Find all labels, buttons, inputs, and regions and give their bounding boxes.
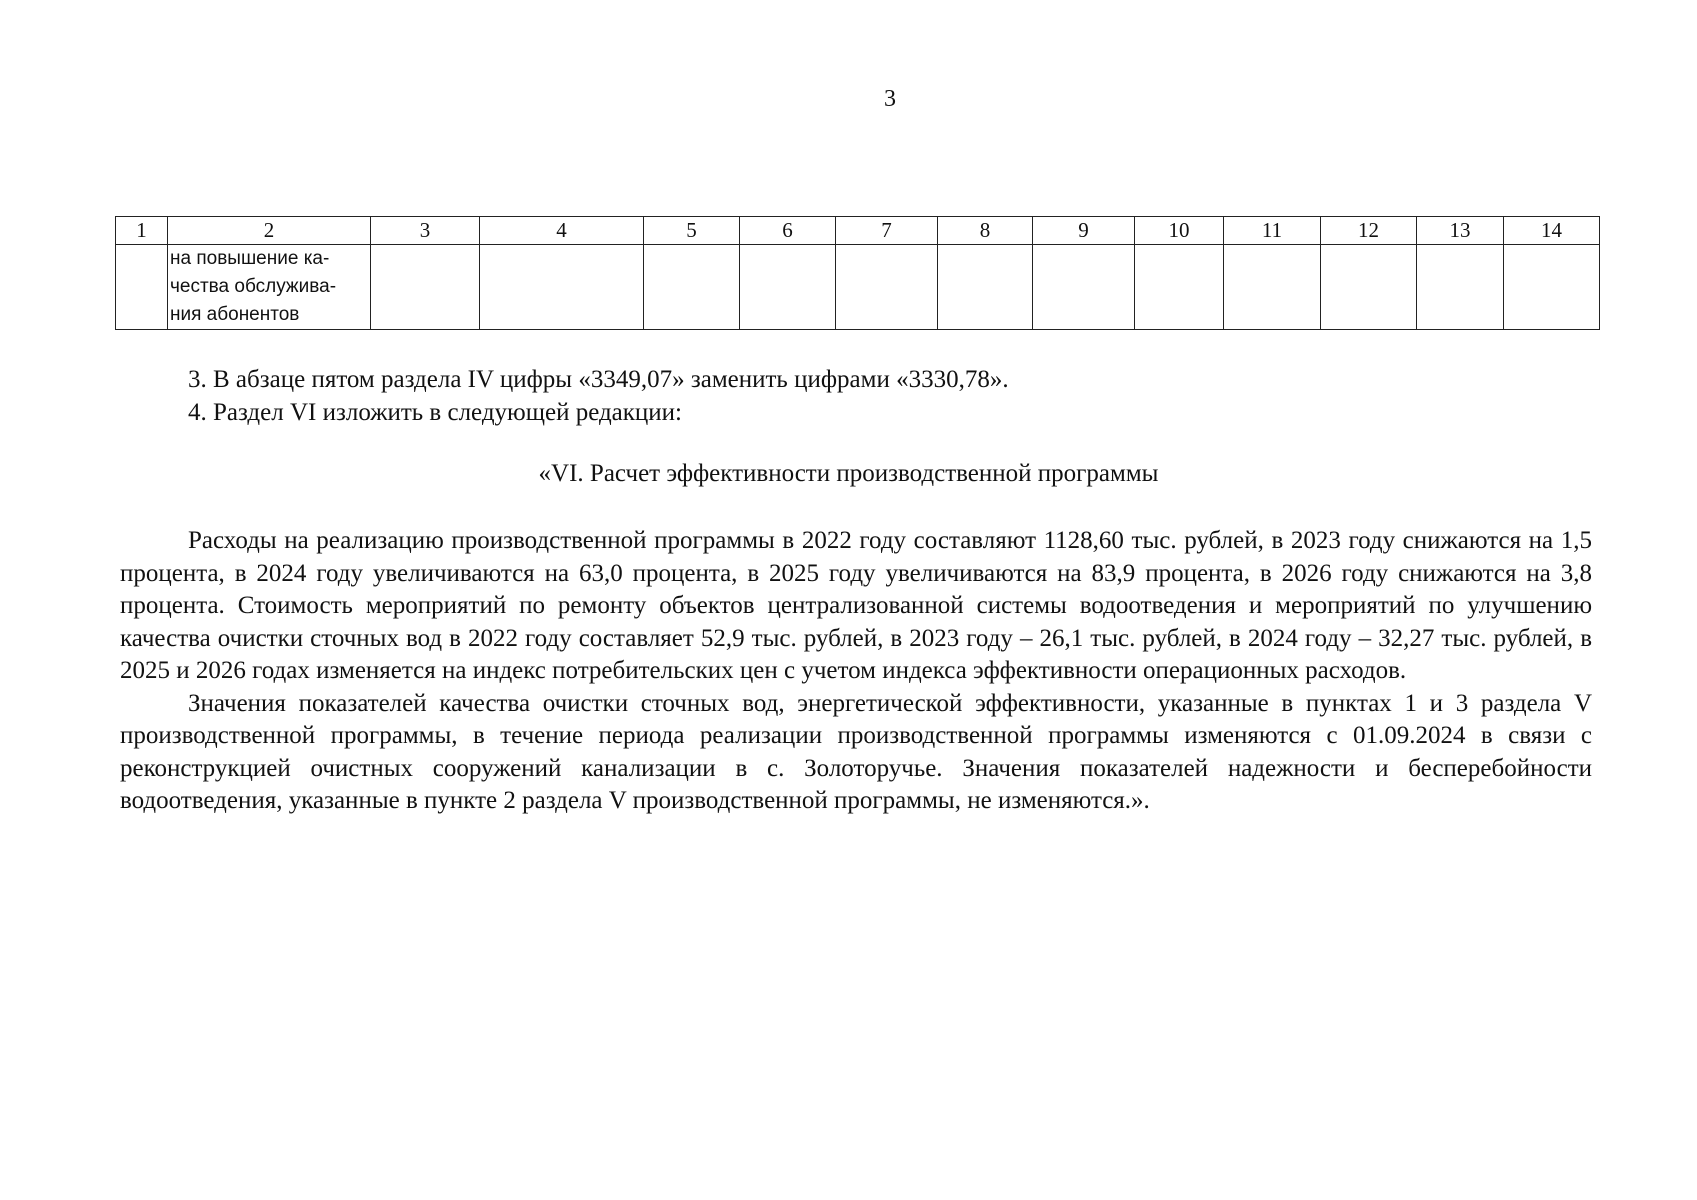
table-cell — [1033, 245, 1135, 330]
table-header-cell: 7 — [836, 217, 938, 245]
paragraph: Расходы на реализацию производственной программы в 2022 году составляют 1128,60 тыс. рублей, в 2023 году снижаются на 1,5 процента, в 2024 году увеличиваются на 63,0 процента, в 2025 году увеличиваются на 83,9 процента, в 2026 году снижаются на 3,8 процента. Стоимость мероприятий по ремонту объектов централизованной системы водоотведения и мероприятий по улучшению качества очистки сточных вод в 2022 году составляет 52,9 тыс. рублей, в 2023 году – 26,1 тыс. рублей, в 2024 году – 32,27 тыс. рублей, в 2025 и 2026 годах изменяется на индекс потребительских цен с учетом индекса эффективности операционных расходов. — [120, 527, 1592, 684]
table-cell — [371, 245, 480, 330]
table-header-cell: 14 — [1504, 217, 1600, 245]
table-header-cell: 13 — [1417, 217, 1504, 245]
table-header-cell: 5 — [644, 217, 740, 245]
amendment-item: 4. Раздел VI изложить в следующей редакции: — [188, 398, 683, 426]
body-text — [120, 525, 1592, 818]
table-cell — [1224, 245, 1321, 330]
table-cell — [116, 245, 168, 330]
table-header-cell: 2 — [168, 217, 371, 245]
table-header-cell: 12 — [1321, 217, 1417, 245]
page-number: 3 — [884, 86, 896, 112]
data-table — [115, 216, 1600, 330]
section-title: «VI. Расчет эффективности производственной программы — [538, 460, 1159, 487]
amendment-items — [120, 364, 1592, 429]
table-cell — [644, 245, 740, 330]
table-cell-description — [168, 245, 371, 330]
table-cell — [1135, 245, 1224, 330]
table-cell — [938, 245, 1033, 330]
table-cell — [1321, 245, 1417, 330]
table-header-cell: 11 — [1224, 217, 1321, 245]
cell-line: на повышение ка- — [170, 248, 330, 269]
paragraph: Значения показателей качества очистки сточных вод, энергетической эффективности, указанные в пунктах 1 и 3 раздела V производственной программы, в течение периода реализации производственной программы изменяются с 01.09.2024 в связи с реконструкцией очистных сооружений канализации в с. Золоторучье. Значения показателей надежности и бесперебойности водоотведения, указанные в пункте 2 раздела V производственной программы, не изменяются.». — [120, 689, 1592, 814]
table-header-cell: 4 — [480, 217, 644, 245]
amendment-item: 3. В абзаце пятом раздела IV цифры «3349,07» заменить цифрами «3330,78». — [188, 366, 1009, 393]
table-cell — [480, 245, 644, 330]
table-cell — [1417, 245, 1504, 330]
table-cell — [836, 245, 938, 330]
table-header-cell: 9 — [1033, 217, 1135, 245]
table-row — [116, 245, 1600, 330]
table-header-cell: 3 — [371, 217, 480, 245]
cell-line: чества обслужива- — [170, 276, 337, 297]
table-header-row — [116, 217, 1600, 245]
table-cell — [1504, 245, 1600, 330]
table-cell — [740, 245, 836, 330]
table-header-cell: 8 — [938, 217, 1033, 245]
table-header-cell: 6 — [740, 217, 836, 245]
table-header-cell: 1 — [116, 217, 168, 245]
cell-line: ния абонентов — [170, 304, 300, 325]
table-header-cell: 10 — [1135, 217, 1224, 245]
